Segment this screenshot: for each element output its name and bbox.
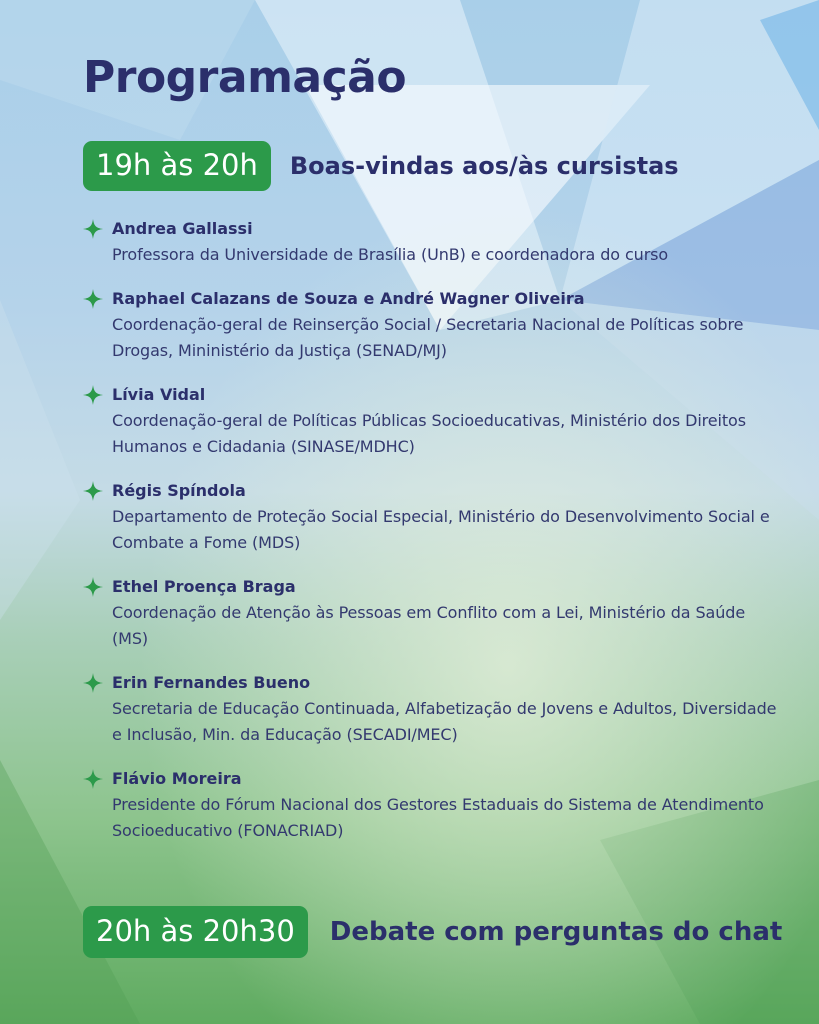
session-title: Boas-vindas aos/às cursistas — [289, 152, 679, 180]
speaker-name: Lívia Vidal — [112, 385, 206, 404]
speaker-role: Professora da Universidade de Brasília (UnB) e coordenadora do curso — [112, 245, 669, 264]
speaker-item — [83, 670, 783, 748]
speaker-role: Departamento de Proteção Social Especial, Ministério do Desenvolvimento Social e Combate a Fome (MDS) — [112, 507, 770, 552]
speaker-name: Flávio Moreira — [112, 769, 242, 788]
speaker-name: Régis Spíndola — [112, 481, 246, 500]
speaker-item — [83, 382, 783, 460]
page-title: Programação — [83, 52, 407, 103]
session-welcome — [83, 141, 679, 191]
sparkle-icon — [83, 289, 103, 309]
session-time-badge: 19h às 20h — [83, 141, 271, 191]
speaker-role: Presidente do Fórum Nacional dos Gestores Estaduais do Sistema de Atendimento Socioeducativo (FONACRIAD) — [112, 795, 764, 840]
speaker-role: Secretaria de Educação Continuada, Alfabetização de Jovens e Adultos, Diversidade e Inclusão, Min. da Educação (SECADI/MEC) — [112, 699, 777, 744]
speaker-list — [83, 216, 783, 862]
speaker-role: Coordenação-geral de Políticas Públicas Socioeducativas, Ministério dos Direitos Humanos e Cidadania (SINASE/MDHC) — [112, 411, 746, 456]
sparkle-icon — [83, 219, 103, 239]
speaker-name: Andrea Gallassi — [112, 219, 253, 238]
sparkle-icon — [83, 673, 103, 693]
sparkle-icon — [83, 577, 103, 597]
speaker-role: Coordenação de Atenção às Pessoas em Conflito com a Lei, Ministério da Saúde (MS) — [112, 603, 746, 648]
sparkle-icon — [83, 769, 103, 789]
session-debate — [83, 906, 782, 958]
speaker-role: Coordenação-geral de Reinserção Social / Secretaria Nacional de Políticas sobre Drogas, Mininistério da Justiça (SENAD/MJ) — [112, 315, 744, 360]
speaker-item — [83, 478, 783, 556]
speaker-name: Raphael Calazans de Souza e André Wagner Oliveira — [112, 289, 585, 308]
speaker-name: Erin Fernandes Bueno — [112, 673, 311, 692]
sparkle-icon — [83, 385, 103, 405]
speaker-name: Ethel Proença Braga — [112, 577, 296, 596]
speaker-item — [83, 766, 783, 844]
sparkle-icon — [83, 481, 103, 501]
session-title: Debate com perguntas do chat — [329, 917, 783, 947]
speaker-item — [83, 216, 783, 268]
session-time-badge: 20h às 20h30 — [83, 906, 308, 958]
speaker-item — [83, 574, 783, 652]
speaker-item — [83, 286, 783, 364]
